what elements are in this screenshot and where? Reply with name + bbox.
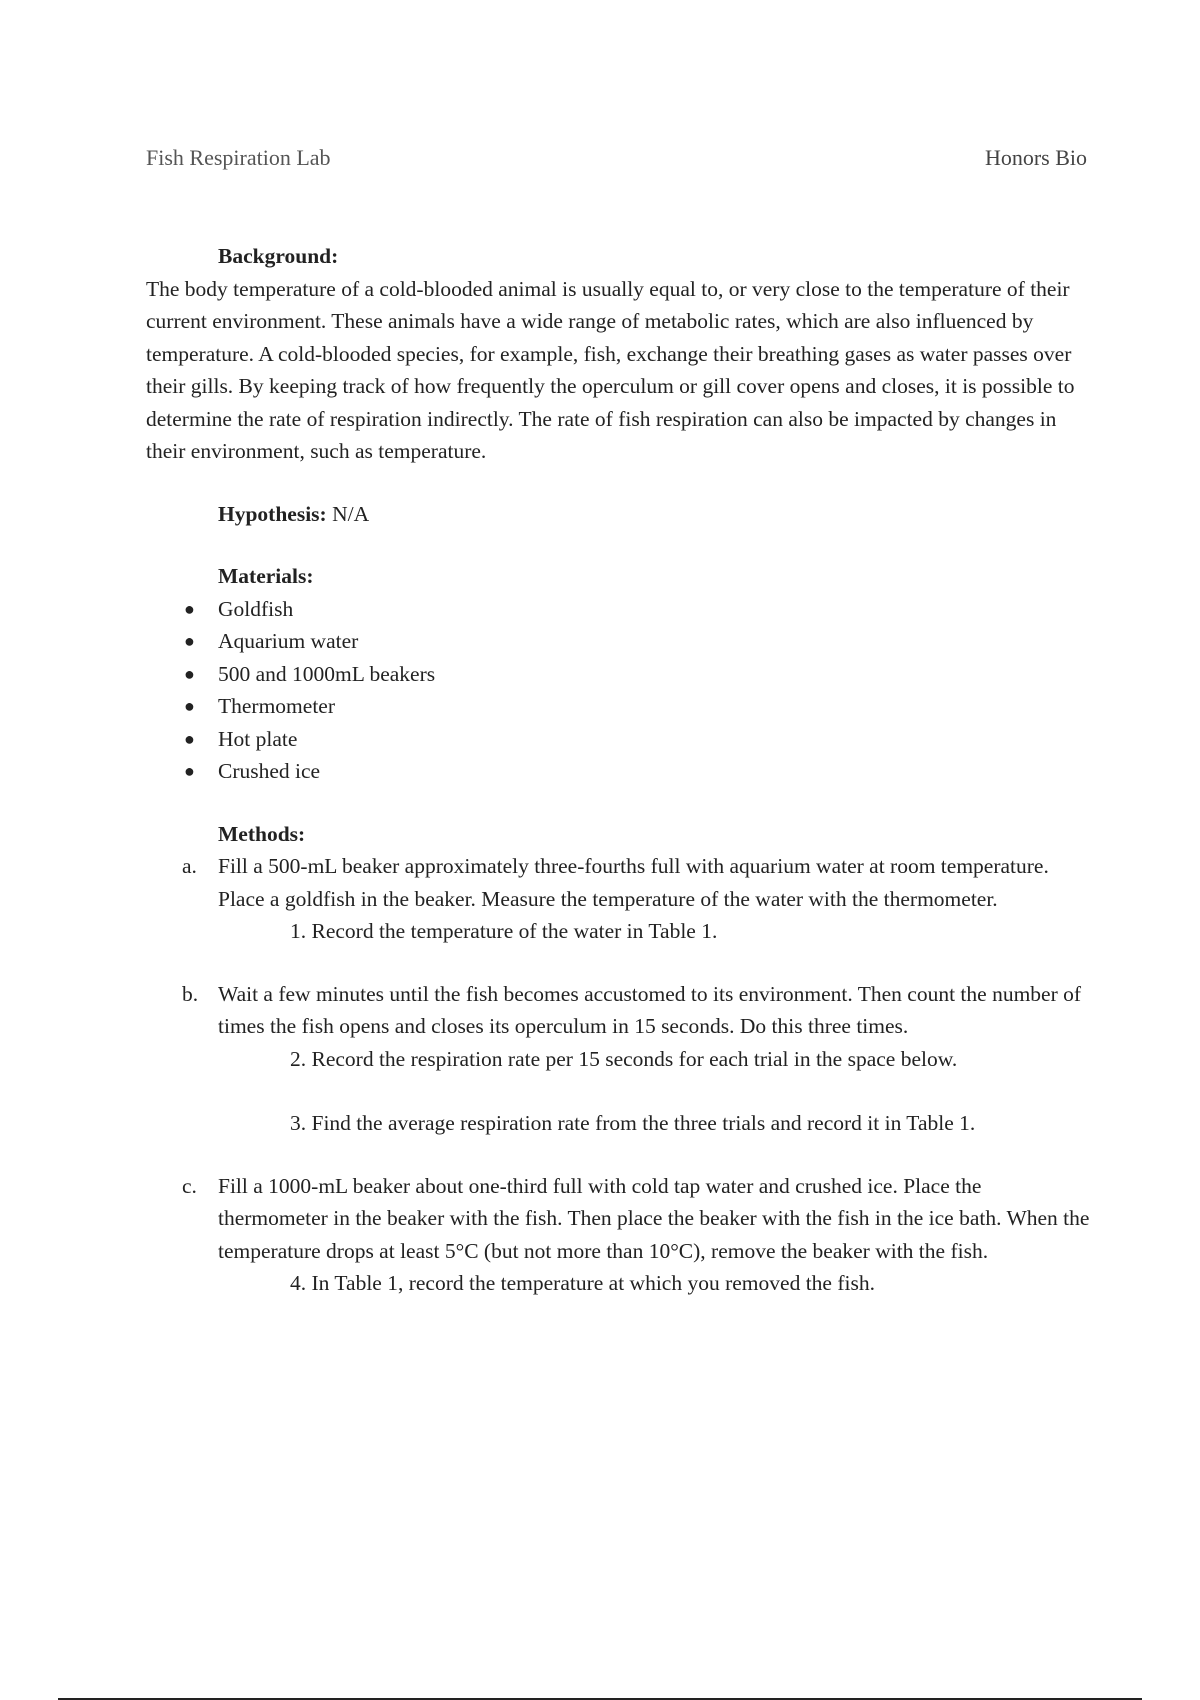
- method-step-b: [146, 978, 1091, 1043]
- materials-list: [146, 593, 1091, 788]
- method-step-c: [146, 1170, 1091, 1268]
- header-course: Honors Bio: [984, 145, 1087, 170]
- step-marker: a.: [182, 854, 197, 878]
- list-item: ● Hot plate: [146, 723, 1091, 756]
- step-marker: b.: [182, 981, 199, 1006]
- list-item: ● Aquarium water: [146, 625, 1091, 658]
- list-item: ● Thermometer: [146, 690, 1091, 723]
- methods-heading: Methods:: [218, 821, 306, 846]
- bullet-icon: ●: [184, 631, 195, 651]
- document-body: [146, 240, 1091, 1300]
- substep: 3. Find the average respiration rate from the three trials and record it in Table 1.: [290, 1111, 976, 1135]
- hypothesis-line: [218, 498, 1091, 531]
- header-title: Fish Respiration Lab: [146, 145, 331, 170]
- step-text: Fill a 1000-mL beaker about one-third full with cold tap water and crushed ice. Place the thermometer in the beaker with the fish. Then place the beaker with the fish in the ice bath. When the temperature drops at least 5°C (but not more than 10°C), remove the beaker with the fish.: [218, 1173, 1090, 1263]
- materials-heading: Materials:: [218, 564, 314, 588]
- bullet-icon: ●: [184, 728, 195, 749]
- substep: 1. Record the temperature of the water in Table 1.: [290, 919, 718, 943]
- background-heading: Background:: [218, 244, 339, 268]
- hypothesis-label: Hypothesis:: [218, 501, 327, 526]
- method-step-a: [146, 850, 1091, 915]
- substep: 4. In Table 1, record the temperature at which you removed the fish.: [290, 1271, 875, 1295]
- step-text: Wait a few minutes until the fish becomes accustomed to its environment. Then count the number of times the fish opens and closes its operculum in 15 seconds. Do this three times.: [218, 981, 1082, 1038]
- bullet-icon: ●: [184, 663, 195, 684]
- list-item: ● 500 and 1000mL beakers: [146, 658, 1091, 691]
- list-item: ● Goldfish: [146, 593, 1091, 626]
- step-marker: c.: [182, 1173, 197, 1198]
- bullet-icon: ●: [184, 696, 195, 716]
- hypothesis-value: N/A: [332, 501, 370, 526]
- bullet-icon: ●: [184, 761, 195, 781]
- substep: 2. Record the respiration rate per 15 seconds for each trial in the space below.: [290, 1046, 958, 1071]
- step-text: Fill a 500-mL beaker approximately three-fourths full with aquarium water at room temperature. Place a goldfish in the beaker. Measure the temperature of the water with the thermometer.: [218, 854, 1049, 911]
- background-paragraph: The body temperature of a cold-blooded animal is usually equal to, or very close to the temperature of their current environment. These animals have a wide range of metabolic rates, which are also influenced by temperature. A cold-blooded species, for example, fish, exchange their breathing gases as water passes over their gills. By keeping track of how frequently the operculum or gill cover opens and closes, it is possible to determine the rate of respiration indirectly. The rate of fish respiration can also be impacted by changes in their environment, such as temperature.: [146, 276, 1075, 463]
- list-item: ● Crushed ice: [146, 755, 1091, 788]
- bullet-icon: ●: [184, 598, 195, 619]
